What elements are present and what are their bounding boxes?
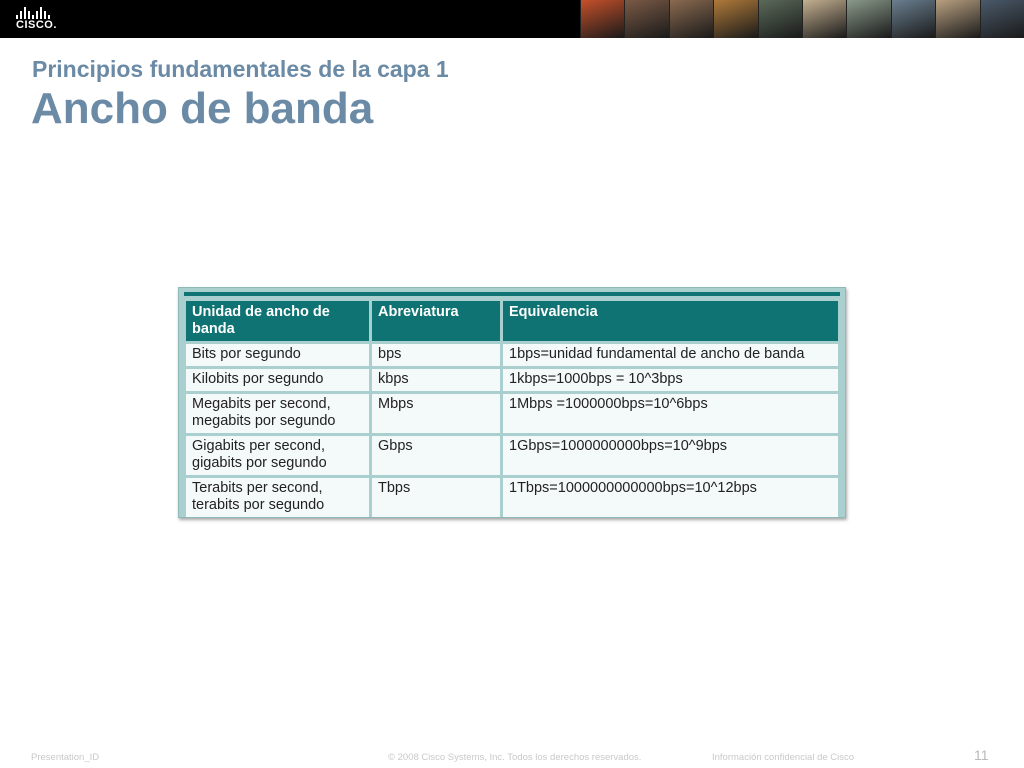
cell-abbreviation: Mbps bbox=[372, 394, 500, 433]
table-row bbox=[186, 394, 838, 433]
table-top-rule bbox=[184, 292, 840, 296]
banner-photo bbox=[669, 0, 713, 38]
banner-photo bbox=[935, 0, 979, 38]
banner-photo bbox=[891, 0, 935, 38]
banner-photo bbox=[980, 0, 1024, 38]
cisco-bars-icon bbox=[16, 5, 50, 19]
cell-abbreviation: kbps bbox=[372, 369, 500, 391]
table-row bbox=[186, 369, 838, 391]
table-row bbox=[186, 344, 838, 366]
banner-photo bbox=[802, 0, 846, 38]
header-equivalence: Equivalencia bbox=[503, 301, 838, 341]
cell-unit: Gigabits per second, gigabits por segundo bbox=[186, 436, 369, 475]
table-row bbox=[186, 436, 838, 475]
presentation-id: Presentation_ID bbox=[31, 752, 100, 763]
cell-abbreviation: bps bbox=[372, 344, 500, 366]
cell-unit: Kilobits por segundo bbox=[186, 369, 369, 391]
cell-abbreviation: Gbps bbox=[372, 436, 500, 475]
banner-photo-strip bbox=[580, 0, 1024, 38]
copyright-notice: © 2008 Cisco Systems, Inc. Todos los derechos reservados. bbox=[388, 752, 642, 763]
header-abbreviation: Abreviatura bbox=[372, 301, 500, 341]
bandwidth-table-frame bbox=[178, 287, 846, 518]
cell-equivalence: 1Gbps=1000000000bps=10^9bps bbox=[503, 436, 838, 475]
banner-photo bbox=[624, 0, 668, 38]
cell-unit: Bits por segundo bbox=[186, 344, 369, 366]
banner-photo bbox=[758, 0, 802, 38]
banner-photo bbox=[846, 0, 890, 38]
page-number: 11 bbox=[974, 747, 989, 763]
cell-unit: Terabits per second, terabits por segundo bbox=[186, 478, 369, 517]
bandwidth-table bbox=[183, 298, 841, 520]
cell-equivalence: 1kbps=1000bps = 10^3bps bbox=[503, 369, 838, 391]
banner-photo bbox=[580, 0, 624, 38]
cisco-logo-text: CISCO. bbox=[16, 19, 57, 31]
header-unit: Unidad de ancho de banda bbox=[186, 301, 369, 341]
cell-equivalence: 1Mbps =1000000bps=10^6bps bbox=[503, 394, 838, 433]
slide-title: Ancho de banda bbox=[31, 84, 374, 133]
table-header-row bbox=[186, 301, 838, 341]
cell-equivalence: 1Tbps=1000000000000bps=10^12bps bbox=[503, 478, 838, 517]
cisco-logo bbox=[14, 5, 74, 33]
banner-photo bbox=[713, 0, 757, 38]
cell-abbreviation: Tbps bbox=[372, 478, 500, 517]
cell-unit: Megabits per second, megabits por segundo bbox=[186, 394, 369, 433]
slide-subtitle: Principios fundamentales de la capa 1 bbox=[32, 56, 449, 82]
top-banner bbox=[0, 0, 1024, 38]
cell-equivalence: 1bps=unidad fundamental de ancho de banda bbox=[503, 344, 838, 366]
confidential-notice: Información confidencial de Cisco bbox=[712, 752, 855, 763]
table-row bbox=[186, 478, 838, 517]
